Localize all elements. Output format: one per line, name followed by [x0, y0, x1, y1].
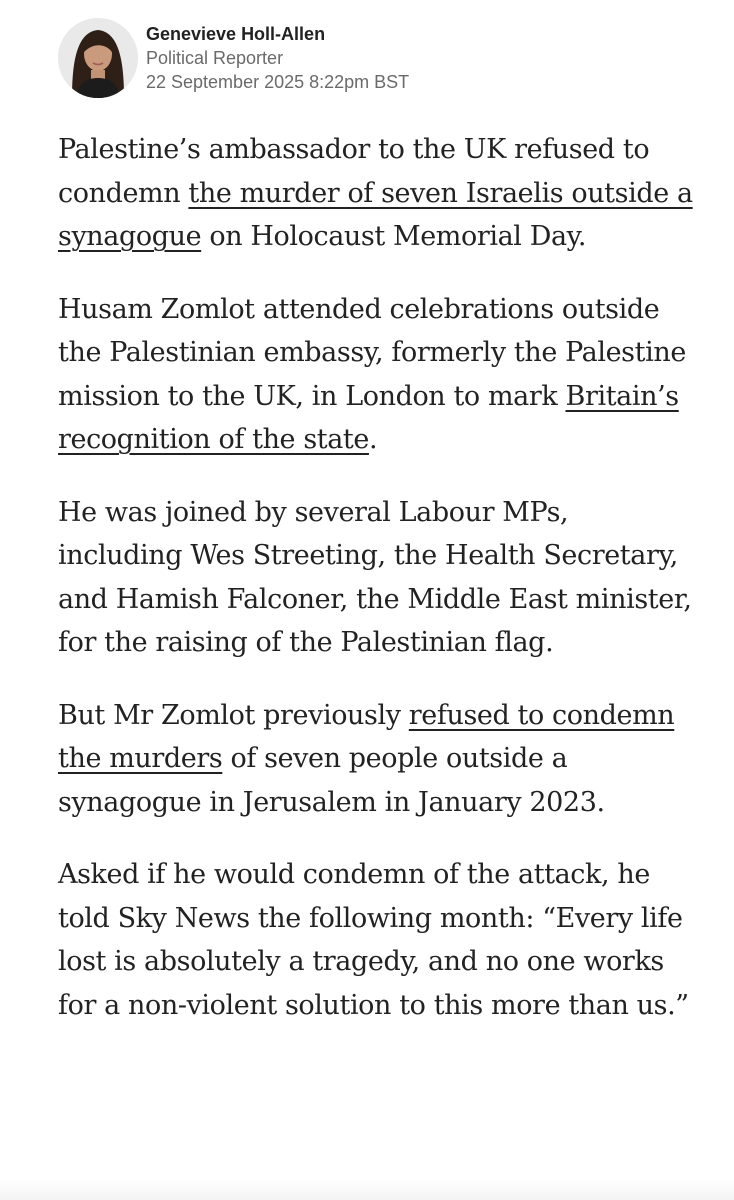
article-paragraph-3 — [58, 491, 698, 665]
article-paragraph-1 — [58, 128, 698, 259]
paragraph-text: But Mr Zomlot previously — [58, 699, 409, 731]
paragraph-text: Husam Zomlot attended celebrations outside the Palestinian embassy, formerly the Palestine mission to the UK, in London to mark — [58, 293, 686, 412]
article-body — [58, 128, 698, 1056]
link-britain-recognition[interactable]: Britain’s recognition of the state — [58, 380, 679, 455]
author-byline — [58, 18, 409, 102]
author-avatar[interactable] — [58, 18, 138, 98]
byline-text — [146, 18, 409, 94]
author-role: Political Reporter — [146, 48, 284, 68]
link-synagogue-murder[interactable]: the murder of seven Israelis outside a synagogue — [58, 177, 693, 252]
paragraph-text: of seven people outside a synagogue in Jerusalem in January 2023. — [58, 743, 605, 818]
link-refused-to-condemn[interactable]: refused to condemn the murders — [58, 699, 675, 774]
author-name[interactable]: Genevieve Holl-Allen — [146, 24, 326, 44]
article-paragraph-5 — [58, 853, 698, 1027]
paragraph-text: He was joined by several Labour MPs, including Wes Streeting, the Health Secretary, and Hamish Falconer, the Middle East minister, for the raising of the Palestinian flag. — [58, 496, 692, 658]
author-portrait-icon — [58, 18, 138, 98]
bottom-fade — [0, 1178, 734, 1200]
paragraph-text: Asked if he would condemn of the attack, he told Sky News the following month: “Every life lost is absolutely a tragedy, and no one works for a non-violent solution to this more than us.” — [58, 859, 689, 1021]
article-paragraph-2 — [58, 288, 698, 462]
paragraph-text: on Holocaust Memorial Day. — [201, 221, 587, 252]
article-paragraph-4 — [58, 694, 698, 825]
paragraph-text: . — [368, 424, 378, 455]
paragraph-text: Palestine’s ambassador to the UK refused to condemn — [58, 134, 650, 209]
publish-timestamp: 22 September 2025 8:22pm BST — [146, 72, 410, 92]
